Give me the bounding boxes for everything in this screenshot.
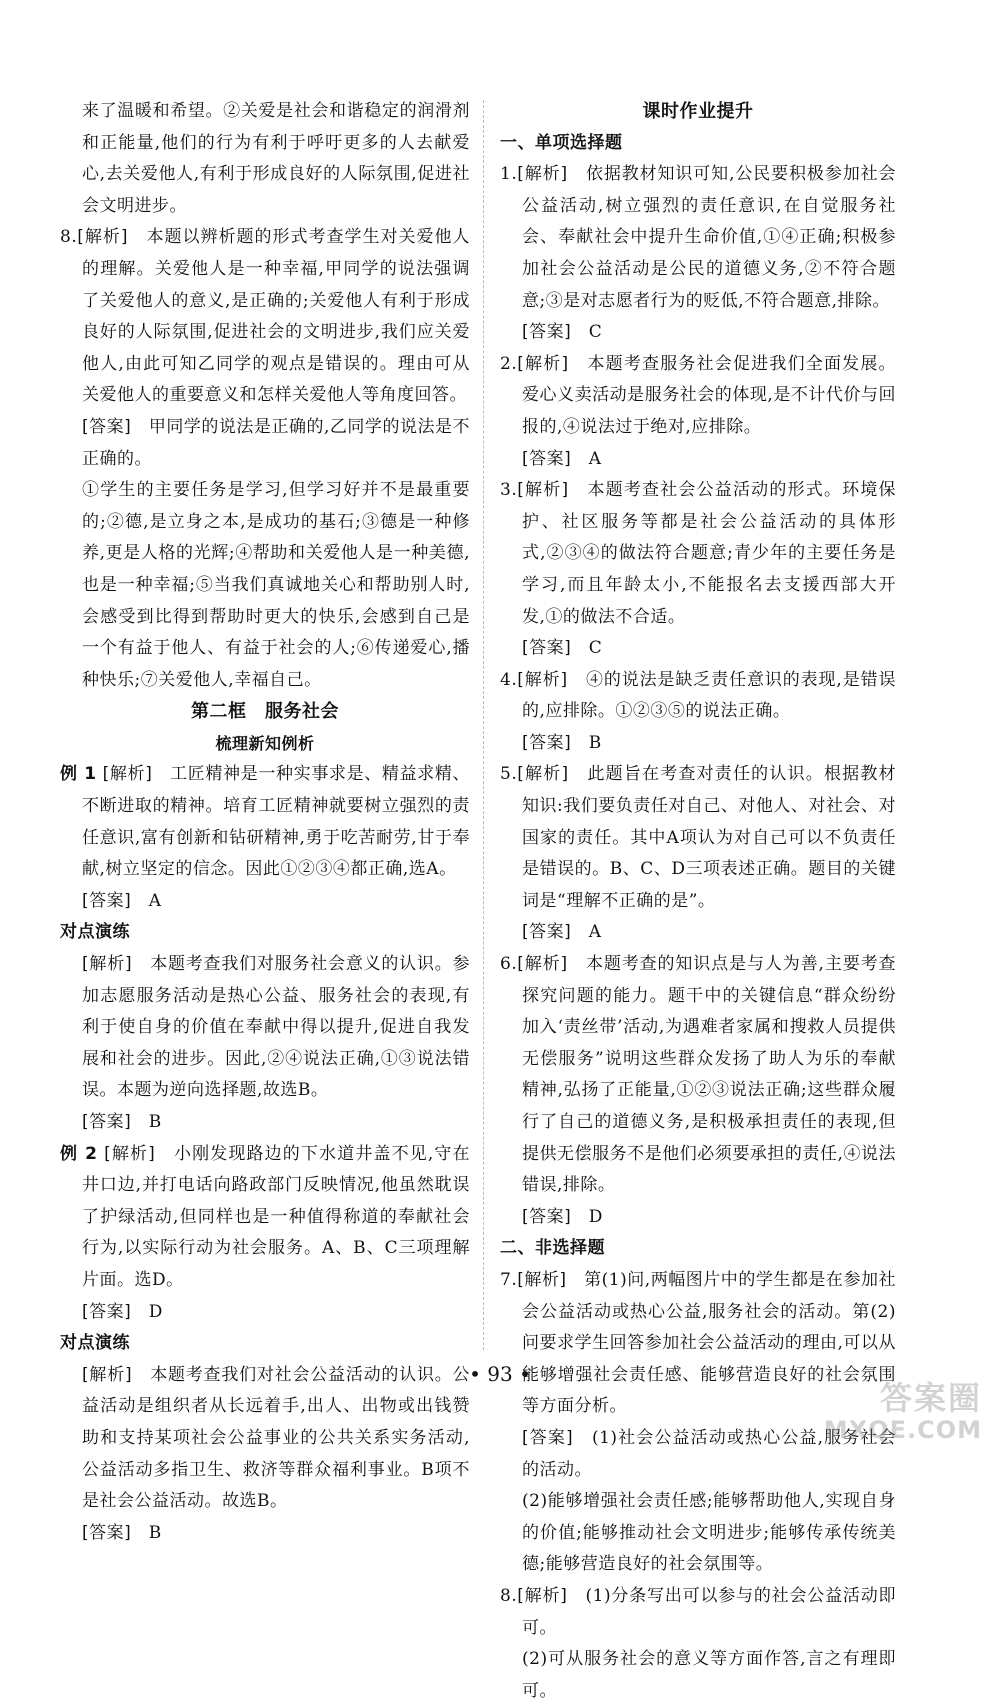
question-1 bbox=[500, 159, 896, 349]
ex2-answer-text: D bbox=[148, 1301, 163, 1322]
q2-analysis bbox=[500, 349, 896, 444]
q2-answer-tag: [答案] bbox=[522, 448, 572, 469]
q6-analysis-text: 本题考查的知识点是与人为善,主要考查探究问题的能力。题干中的关键信息“群众纷纷加入‘责丝带’活动,为遇难者家属和搜救人员提供无偿服务”说明这些群众发扬了助人为乐的奉献精神,弘扬了正能量,①②③说法正确;这些群众履行了自己的道德义务,是积极承担责任的表现,但提供无偿服务不是他们必须要承担的责任,④说法错误,排除。 bbox=[522, 954, 896, 1196]
q8r-analysis-text: (1)分条写出可以参与的社会公益活动即可。 bbox=[522, 1585, 897, 1638]
ex1-analysis bbox=[60, 759, 470, 885]
question-3 bbox=[500, 475, 896, 665]
q5-answer-text: A bbox=[588, 922, 602, 943]
q6-answer-text: D bbox=[588, 1206, 603, 1227]
q5-analysis-tag: [解析] bbox=[517, 764, 569, 785]
drill1-analysis-tag: [解析] bbox=[82, 954, 133, 975]
q7-number: 7. bbox=[500, 1269, 518, 1290]
q5-answer-tag: [答案] bbox=[522, 922, 572, 943]
drill2-analysis-tag: [解析] bbox=[82, 1364, 133, 1385]
example-2 bbox=[60, 1139, 470, 1329]
q8-answer-tag: [答案] bbox=[82, 416, 132, 437]
q2-answer bbox=[500, 444, 896, 476]
ex2-answer bbox=[60, 1297, 470, 1329]
drill2-answer-tag: [答案] bbox=[82, 1522, 132, 1543]
q1-analysis bbox=[500, 159, 896, 317]
q5-answer bbox=[500, 917, 896, 949]
ex2-answer-tag: [答案] bbox=[82, 1301, 132, 1322]
q7-answer-text: (1)社会公益活动或热心公益,服务社会的活动。 bbox=[522, 1427, 897, 1480]
q6-analysis-tag: [解析] bbox=[517, 954, 568, 975]
drill1-answer bbox=[60, 1107, 470, 1139]
drill1-analysis-text: 本题考查我们对服务社会意义的认识。参加志愿服务活动是热心公益、服务社会的表现,有利于使自身的价值在奉献中得以提升,促进自我发展和社会的进步。因此,②④说法正确,①③说法错误。本题为逆向选择题,故选B。 bbox=[82, 954, 471, 1101]
q4-analysis-text: ④的说法是缺乏责任意识的表现,是错误的,应排除。①②③⑤的说法正确。 bbox=[522, 669, 896, 722]
ex2-analysis-tag: [解析] bbox=[104, 1143, 156, 1164]
ex1-answer-text: A bbox=[148, 890, 162, 911]
q8r-analysis bbox=[500, 1581, 896, 1644]
q7-analysis-text: 第(1)问,两幅图片中的学生都是在参加社会公益活动或热心公益,服务社会的活动。第(2)问要求学生回答参加社会公益活动的理由,可以从能够增强社会责任感、能够营造良好的社会氛围等方面分析。 bbox=[522, 1269, 897, 1417]
drill2-heading: 对点演练 bbox=[60, 1333, 130, 1354]
question-5 bbox=[500, 759, 896, 949]
ex2-analysis bbox=[60, 1139, 470, 1297]
q5-analysis-text: 此题旨在考查对责任的认识。根据教材知识:我们要负责任对自己、对他人、对社会、对国家的责任。其中A项认为对自己可以不负责任是错误的。B、C、D三项表述正确。题目的关键词是“理解不正确的是”。 bbox=[522, 764, 897, 911]
q2-analysis-text: 本题考查服务社会促进我们全面发展。爱心义卖活动是服务社会的体现,是不计代价与回报的,④说法过于绝对,应排除。 bbox=[522, 353, 897, 437]
q8r-analysis-2: (2)可从服务社会的意义等方面作答,言之有理即可。 bbox=[522, 1649, 896, 1701]
q3-analysis-tag: [解析] bbox=[517, 480, 569, 501]
q3-number: 3. bbox=[500, 480, 518, 501]
q4-analysis-tag: [解析] bbox=[517, 669, 568, 690]
drill2-answer bbox=[60, 1518, 470, 1550]
q1-analysis-text: 依据教材知识可知,公民要积极参加社会公益活动,树立强烈的责任意识,在自觉服务社会、奉献社会中提升生命价值,①④正确;积极参加社会公益活动是公民的道德义务,②不符合题意;③是对志愿者行为的贬低,不符合题意,排除。 bbox=[522, 164, 896, 311]
q4-answer-tag: [答案] bbox=[522, 732, 572, 753]
question-8-right bbox=[500, 1581, 896, 1707]
q5-analysis bbox=[500, 759, 896, 917]
watermark-top-text: 答案圈 bbox=[879, 1379, 982, 1417]
q2-analysis-tag: [解析] bbox=[517, 353, 569, 374]
homework-title: 课时作业提升 bbox=[642, 101, 754, 122]
section-title: 第二框 服务社会 bbox=[191, 701, 339, 723]
q1-analysis-tag: [解析] bbox=[517, 164, 568, 185]
q3-answer-tag: [答案] bbox=[522, 638, 572, 659]
q8-analysis-tag: [解析] bbox=[77, 227, 128, 248]
column-divider bbox=[483, 100, 484, 1350]
q6-answer bbox=[500, 1202, 896, 1234]
drill1-heading: 对点演练 bbox=[60, 922, 130, 943]
example-1 bbox=[60, 759, 470, 917]
ex1-answer-tag: [答案] bbox=[82, 890, 132, 911]
ex2-number: 例 2 bbox=[60, 1143, 98, 1164]
q8-answer bbox=[60, 412, 470, 475]
drill2-answer-text: B bbox=[148, 1522, 162, 1543]
question-4 bbox=[500, 665, 896, 760]
q8-analysis-text: 本题以辨析题的形式考查学生对关爱他人的理解。关爱他人是一种幸福,甲同学的说法强调了关爱他人的意义,是正确的;关爱他人有利于形成良好的人际氛围,促进社会的文明进步,我们应关爱他人,由此可知乙同学的观点是错误的。理由可从关爱他人的重要意义和怎样关爱他人等角度回答。 bbox=[82, 227, 470, 406]
q3-answer-text: C bbox=[588, 638, 603, 659]
question-2 bbox=[500, 349, 896, 475]
ex1-analysis-tag: [解析] bbox=[102, 764, 153, 785]
q4-answer bbox=[500, 728, 896, 760]
q8-answer-text: 甲同学的说法是正确的,乙同学的说法是不正确的。 bbox=[82, 416, 471, 469]
q8-analysis bbox=[60, 222, 470, 412]
q1-answer bbox=[500, 317, 896, 349]
q6-analysis bbox=[500, 949, 896, 1202]
question-6 bbox=[500, 949, 896, 1233]
q7-answer-tag: [答案] bbox=[522, 1427, 574, 1448]
q6-number: 6. bbox=[500, 954, 518, 975]
watermark-bottom-text: MXQE.COM bbox=[823, 1416, 982, 1444]
q2-answer-text: A bbox=[588, 448, 602, 469]
q8-number: 8. bbox=[60, 227, 78, 248]
right-column bbox=[500, 96, 896, 1707]
drill1-analysis bbox=[60, 949, 470, 1107]
drill1-answer-text: B bbox=[148, 1112, 162, 1132]
q7-answer-2: (2)能够增强社会责任感;能够帮助他人,实现自身的价值;能够推动社会文明进步;能够传承传统美德;能够营造良好的社会氛围等。 bbox=[522, 1491, 896, 1575]
q5-number: 5. bbox=[500, 764, 518, 785]
q1-answer-text: C bbox=[588, 322, 603, 343]
page-number: • 93 • bbox=[469, 1362, 531, 1386]
ex2-analysis-text: 小刚发现路边的下水道井盖不见,守在井口边,并打电话向路政部门反映情况,他虽然耽误了护绿活动,但同样也是一种值得称道的奉献社会行为,以实际行动为社会服务。A、B、C三项理解片面。选D。 bbox=[82, 1143, 471, 1290]
question-8-left bbox=[60, 222, 470, 696]
q4-analysis bbox=[500, 665, 896, 728]
q4-answer-text: B bbox=[588, 732, 602, 753]
q7-analysis-tag: [解析] bbox=[517, 1269, 567, 1290]
section-non-choice: 二、非选择题 bbox=[500, 1238, 605, 1259]
q4-number: 4. bbox=[500, 669, 518, 690]
drill-1 bbox=[60, 917, 470, 1138]
ex1-answer bbox=[60, 886, 470, 918]
q3-analysis bbox=[500, 475, 896, 633]
section-single-choice: 一、单项选择题 bbox=[500, 132, 623, 153]
left-column bbox=[60, 96, 470, 1549]
drill1-answer-tag: [答案] bbox=[82, 1112, 132, 1132]
q3-answer bbox=[500, 633, 896, 665]
ex1-analysis-text: 工匠精神是一种实事求是、精益求精、不断进取的精神。培育工匠精神就要树立强烈的责任意识,富有创新和钻研精神,勇于吃苦耐劳,甘于奉献,树立坚定的信念。因此①②③④都正确,选A。 bbox=[82, 764, 471, 880]
ex1-number: 例 1 bbox=[60, 764, 97, 785]
sub-title: 梳理新知例析 bbox=[215, 733, 315, 753]
q1-number: 1. bbox=[500, 164, 518, 185]
q3-analysis-text: 本题考查社会公益活动的形式。环境保护、社区服务等都是社会公益活动的具体形式,②③④的做法符合题意;青少年的主要任务是学习,而且年龄太小,不能报名去支援西部大开发,①的做法不合适。 bbox=[522, 480, 897, 627]
q6-answer-tag: [答案] bbox=[522, 1206, 572, 1227]
q1-answer-tag: [答案] bbox=[522, 322, 572, 343]
q2-number: 2. bbox=[500, 353, 518, 374]
watermark-logo bbox=[814, 1380, 982, 1446]
drill2-analysis-text: 本题考查我们对社会公益活动的认识。公益活动是组织者从长远着手,出人、出物或出钱赞助和支持某项社会公益事业的公共关系实务活动,公益活动多指卫生、救济等群众福利事业。B项不是社会公益活动。故选B。 bbox=[82, 1364, 471, 1512]
q8r-analysis-tag: [解析] bbox=[517, 1585, 568, 1606]
q8-answer-detail: ①学生的主要任务是学习,但学习好并不是最重要的;②德,是立身之本,是成功的基石;③德是一种修养,更是人格的光辉;④帮助和关爱他人是一种美德,也是一种幸福;⑤当我们真诚地关心和帮助别人时,会感受到比得到帮助时更大的快乐,会感到自己是一个有益于他人、有益于社会的人;⑥传递爱心,播种快乐;⑦关爱他人,幸福自己。 bbox=[82, 480, 470, 690]
q8r-number: 8. bbox=[500, 1585, 518, 1606]
continued-paragraph: 来了温暖和希望。②关爱是社会和谐稳定的润滑剂和正能量,他们的行为有利于呼吁更多的人去献爱心,去关爱他人,有利于形成良好的人际氛围,促进社会文明进步。 bbox=[82, 101, 470, 216]
